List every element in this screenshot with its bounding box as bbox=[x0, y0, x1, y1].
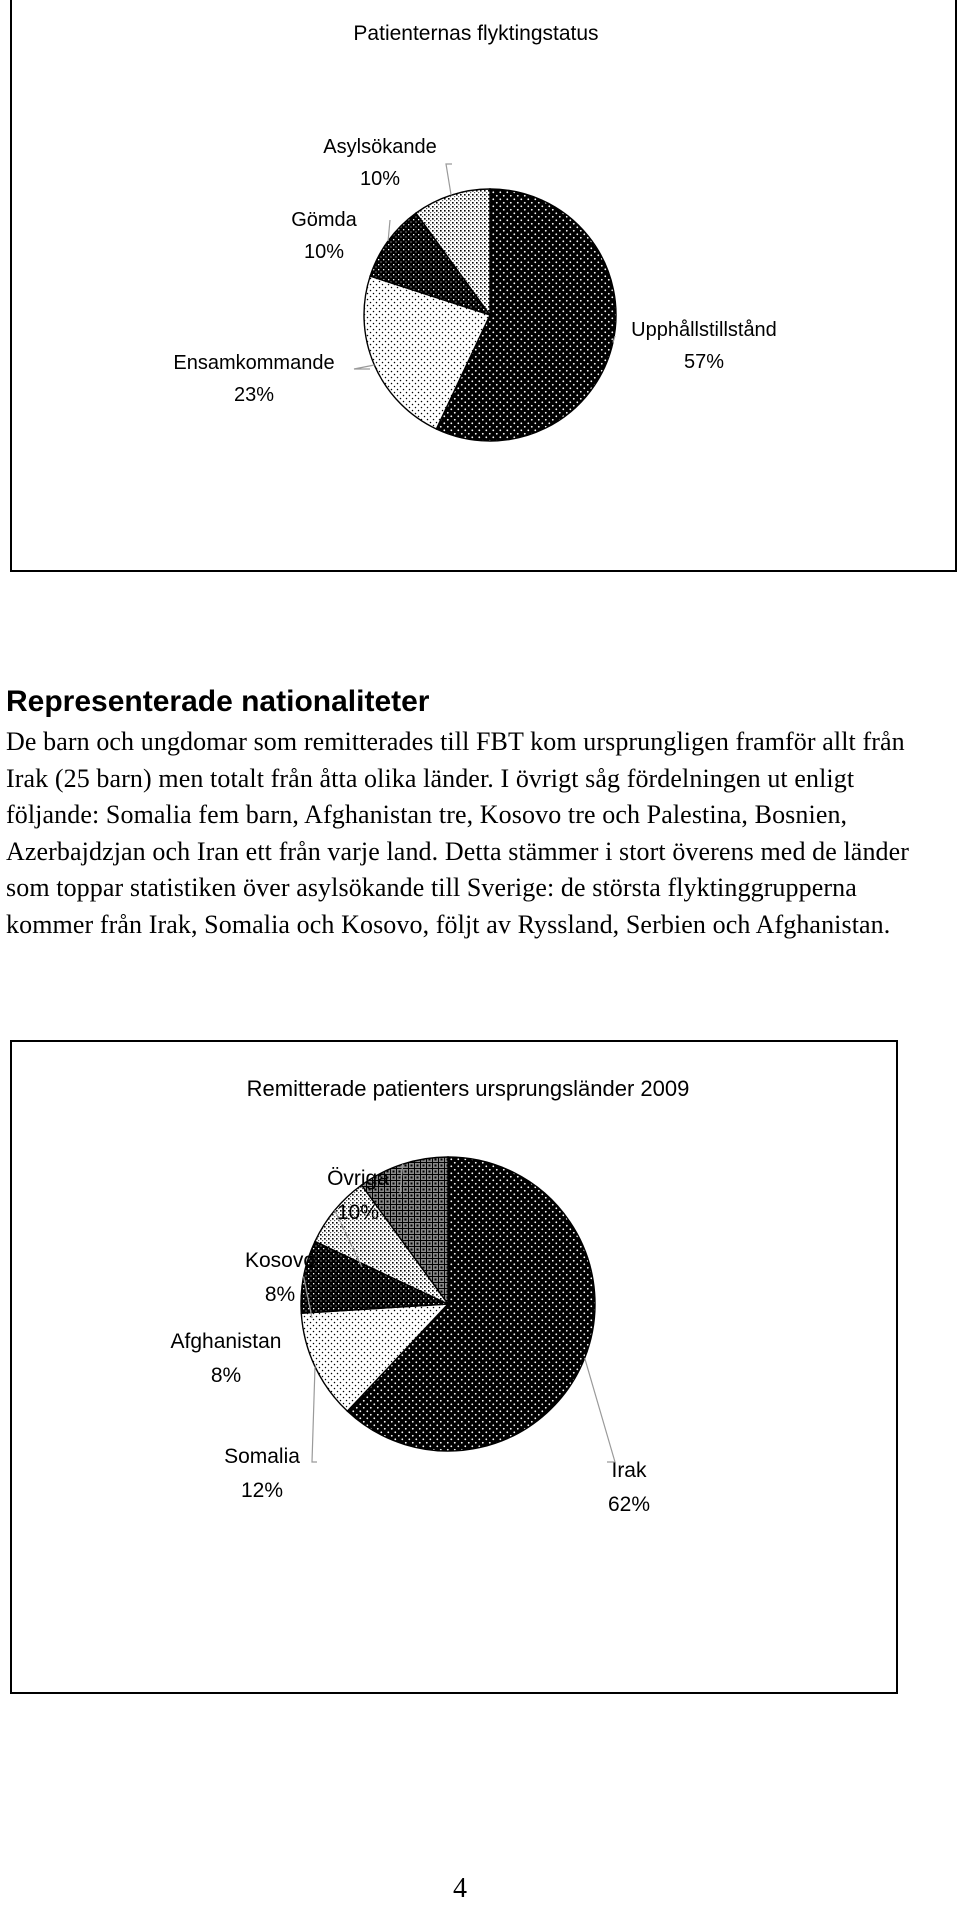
leader-line-asylsokande bbox=[446, 164, 452, 195]
slice-value-somalia: 12% bbox=[240, 1479, 284, 1502]
page-number: 4 bbox=[453, 1873, 467, 1904]
leader-line-irak bbox=[585, 1358, 615, 1462]
slice-value-irak: 62% bbox=[607, 1493, 651, 1516]
section-nationaliteter bbox=[6, 682, 946, 943]
slice-value-upphallstillstand: 57% bbox=[683, 351, 725, 373]
slice-label-ovriga: Övriga bbox=[327, 1167, 389, 1190]
slice-label-irak: Irak bbox=[611, 1459, 647, 1482]
slice-label-kosovo: Kosovo bbox=[244, 1249, 316, 1272]
section-heading: Representerade nationaliteter bbox=[6, 685, 430, 718]
slice-value-asylsokande: 10% bbox=[359, 168, 401, 190]
slice-value-ensamkommande: 23% bbox=[233, 384, 275, 406]
chart-title: Remitterade patienters ursprungsländer 2009 bbox=[246, 1076, 690, 1101]
slice-label-gomda: Gömda bbox=[291, 209, 357, 231]
slice-value-ovriga: 10% bbox=[336, 1201, 380, 1224]
slice-label-upphallstillstand: Upphållstillstånd bbox=[631, 319, 777, 341]
chart-flyktingstatus bbox=[10, 0, 957, 572]
leader-line-somalia bbox=[312, 1367, 317, 1462]
slice-value-kosovo: 8% bbox=[264, 1283, 296, 1306]
leader-line-ensamkommande bbox=[354, 365, 374, 369]
chart-ursprungslander-svg bbox=[12, 1042, 896, 1692]
chart-ursprungslander bbox=[10, 1040, 898, 1694]
chart-title: Patienternas flyktingstatus bbox=[353, 22, 599, 45]
slice-value-gomda: 10% bbox=[303, 241, 345, 263]
slice-value-afghanistan: 8% bbox=[210, 1364, 242, 1387]
slice-label-somalia: Somalia bbox=[224, 1445, 300, 1468]
slice-label-asylsokande: Asylsökande bbox=[323, 136, 437, 158]
chart-flyktingstatus-svg bbox=[12, 0, 955, 570]
slice-label-afghanistan: Afghanistan bbox=[170, 1330, 282, 1353]
slice-label-ensamkommande: Ensamkommande bbox=[173, 352, 335, 374]
section-body: De barn och ungdomar som remitterades till FBT kom ursprungligen framför allt från Irak (25 barn) men totalt från åtta olika länder. I övrigt såg fördelningen ut enligt följande: Somalia fem barn, Afghanistan tre, Kosovo tre och Palestina, Bosnien, Azerbajdzjan och Iran ett från varje land. Detta stämmer i stort överens med de länder som toppar statistiken över asylsökande till Sverige: de största flyktinggrupperna kommer från Irak, Somalia och Kosovo, följt av Ryssland, Serbien och Afghanistan. bbox=[6, 727, 910, 939]
